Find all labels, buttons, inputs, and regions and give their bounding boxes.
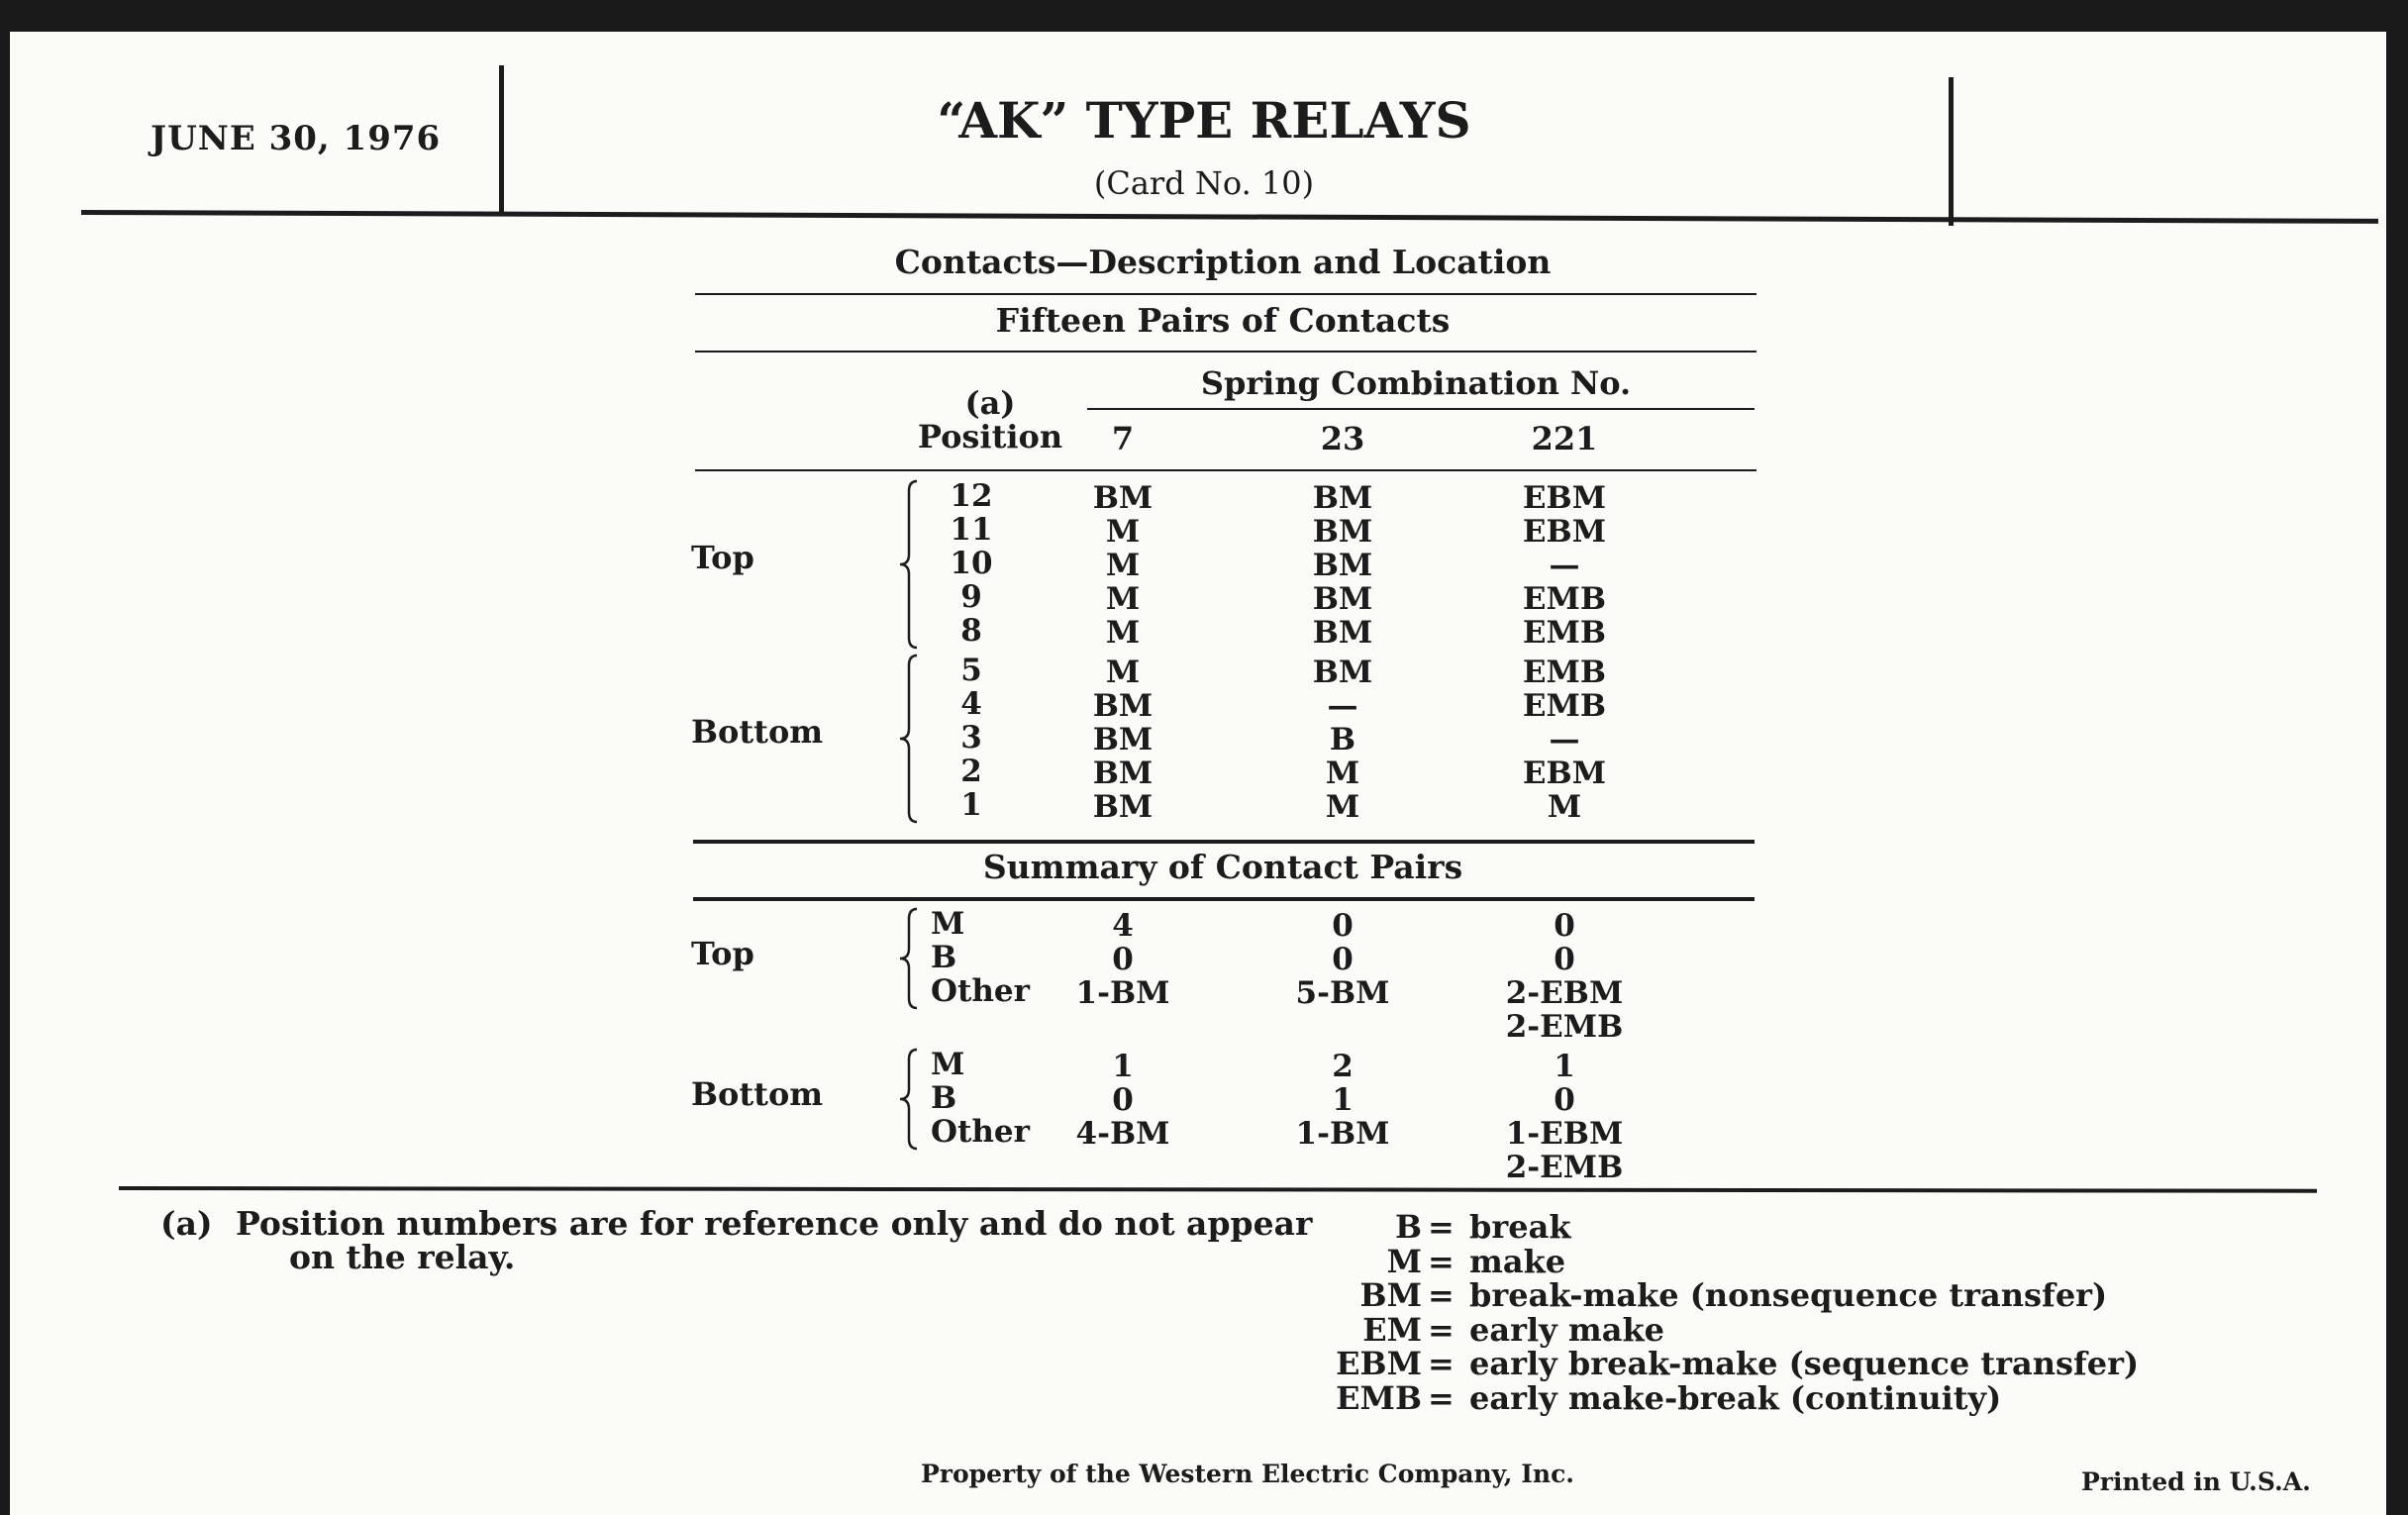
summary-cell: 1 [1332,1082,1354,1118]
contact-cell: EMB [1522,581,1607,617]
legend-definition: break [1469,1208,1571,1246]
summary-cell: 0 [1332,908,1354,944]
contact-cell: M [1105,548,1141,583]
contact-cell: — [1327,688,1358,724]
contact-cell: EBM [1522,514,1607,550]
spring-header-rule [1087,408,1755,410]
summary-cell: 4-BM [1075,1116,1170,1152]
contact-cell: EMB [1522,655,1607,690]
card-subtitle: (Card No. 10) [1093,164,1315,202]
position-cell: 10 [950,546,993,581]
header-row-rule [695,469,1756,471]
legend-equals: = [1428,1310,1455,1349]
contact-cell: EMB [1522,615,1607,651]
group-brace-bottom [897,654,921,824]
summary-cell: 0 [1554,908,1575,944]
summary-cell: 0 [1554,942,1575,977]
legend-definition: early make [1469,1310,1664,1349]
position-cell: 8 [960,613,982,649]
legend-equals: = [1428,1276,1455,1314]
column-header-7: 7 [1111,420,1135,457]
summary-caption: Summary of Contact Pairs [982,848,1463,886]
summary-type-cell: Other [931,1114,1030,1150]
summary-brace-top [897,907,921,1010]
group-brace-top [897,479,921,650]
summary-cell: 2-EMB [1505,1150,1624,1185]
summary-type-cell: M [931,1047,965,1082]
contact-cell: EBM [1522,480,1607,516]
summary-cell: 0 [1554,1082,1575,1118]
contact-cell: BM [1312,514,1373,550]
column-header-221: 221 [1531,420,1598,457]
contact-cell: M [1105,581,1141,617]
position-header: Position [917,418,1063,455]
legend-definition: early break-make (sequence transfer) [1469,1345,2140,1382]
footnote-line2: on the relay. [289,1238,516,1276]
card-title: “AK” TYPE RELAYS [937,91,1471,150]
contact-cell: M [1325,756,1360,791]
caption-rule [695,293,1756,295]
card-date: JUNE 30, 1976 [150,119,442,158]
contact-cell: — [1549,722,1580,758]
group-label-bottom: Bottom [691,713,824,751]
summary-cell: 4 [1112,908,1134,944]
legend-abbr: M [1386,1242,1422,1280]
contact-cell: M [1105,655,1141,690]
contact-cell: BM [1092,688,1154,724]
position-cell: 3 [960,720,982,756]
contact-cell: BM [1092,789,1154,825]
legend-abbr: EM [1362,1310,1422,1349]
legend-definition: early make-break (continuity) [1469,1378,2002,1417]
legend-definition: make [1469,1242,1566,1280]
contact-cell: EMB [1522,688,1607,724]
position-header-note: (a) [964,384,1016,422]
summary-cell: 0 [1112,942,1134,977]
summary-cell: 2-EBM [1505,975,1624,1011]
legend-equals: = [1428,1242,1455,1280]
table-caption: Contacts—Description and Location [894,243,1552,281]
property-notice: Property of the Western Electric Company, Inc. [921,1460,1575,1488]
legend-definition: break-make (nonsequence transfer) [1469,1276,2108,1314]
legend-abbr: B [1394,1208,1422,1246]
legend-equals: = [1428,1378,1455,1417]
summary-cell: 0 [1332,942,1354,977]
spring-header: Spring Combination No. [1200,364,1632,402]
contact-cell: M [1105,514,1141,550]
summary-cell: 1 [1554,1049,1575,1084]
legend-abbr: BM [1359,1276,1422,1314]
contact-cell: EBM [1522,756,1607,791]
legend-equals: = [1428,1208,1455,1246]
summary-caption-rule [693,897,1755,901]
position-cell: 9 [960,579,982,615]
position-cell: 5 [960,653,982,688]
summary-type-cell: B [931,940,957,975]
position-cell: 2 [960,754,982,789]
summary-cell: 1-EBM [1505,1116,1624,1152]
header-divider-left [499,65,504,214]
footnote-line1: Position numbers are for reference only and do not appear [236,1204,1313,1243]
contact-cell: BM [1092,722,1154,758]
group-label-top: Top [691,539,754,576]
contact-cell: M [1547,789,1582,825]
contact-cell: BM [1312,581,1373,617]
summary-cell: 0 [1112,1082,1134,1118]
summary-label-top: Top [691,935,754,972]
table-subcaption: Fifteen Pairs of Contacts [995,301,1451,340]
column-header-23: 23 [1320,420,1365,457]
legend-abbr: EBM [1336,1345,1422,1382]
subcaption-rule [695,351,1756,353]
summary-brace-bottom [897,1048,921,1151]
summary-type-cell: M [931,906,965,942]
summary-cell: 1-BM [1295,1116,1390,1152]
summary-cell: 1-BM [1075,975,1170,1011]
contact-cell: — [1549,548,1580,583]
position-cell: 4 [960,686,982,722]
contact-cell: M [1325,789,1360,825]
summary-type-cell: Other [931,973,1030,1009]
position-cell: 1 [960,787,982,823]
position-cell: 12 [950,478,993,514]
contact-cell: BM [1092,480,1154,516]
legend-equals: = [1428,1345,1455,1382]
footnote-marker: (a) [160,1204,213,1243]
summary-top-rule [693,840,1755,844]
contact-cell: BM [1092,756,1154,791]
summary-cell: 1 [1112,1049,1134,1084]
summary-cell: 2-EMB [1505,1009,1624,1045]
contact-cell: M [1105,615,1141,651]
contact-cell: B [1329,722,1356,758]
contact-cell: BM [1312,655,1373,690]
contact-cell: BM [1312,548,1373,583]
printed-notice: Printed in U.S.A. [2081,1467,2311,1496]
contact-cell: BM [1312,615,1373,651]
summary-cell: 2 [1332,1049,1354,1084]
header-divider-right [1949,77,1954,226]
contact-cell: BM [1312,480,1373,516]
summary-cell: 5-BM [1295,975,1390,1011]
legend-abbr: EMB [1336,1378,1422,1417]
summary-label-bottom: Bottom [691,1075,824,1113]
summary-type-cell: B [931,1080,957,1116]
position-cell: 11 [950,512,993,548]
